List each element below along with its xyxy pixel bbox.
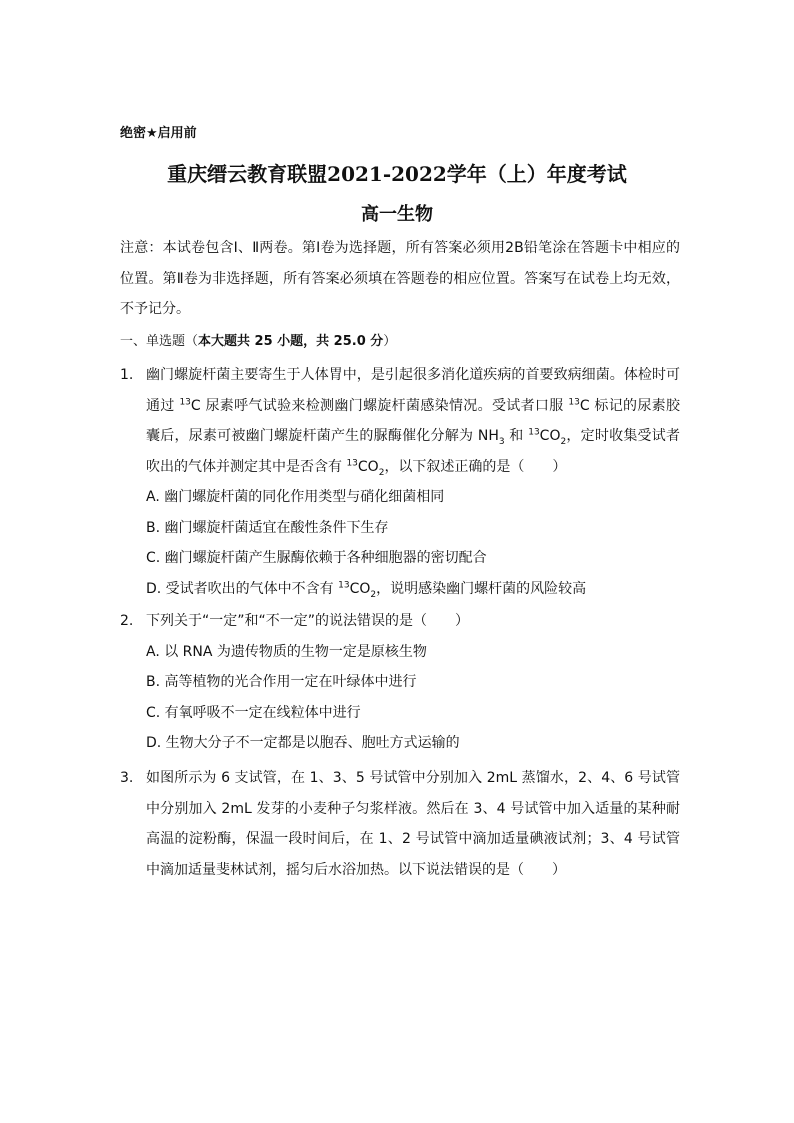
question-2 xyxy=(120,606,680,759)
option-text: ，说明感染幽门螺杆菌的风险较高 xyxy=(376,580,587,597)
subject-title: 高一生物 xyxy=(361,204,433,225)
option-c: C. 幽门螺旋杆菌产生脲酶依赖于各种细胞器的密切配合 xyxy=(146,550,487,566)
option-b: B. 高等植物的光合作用一定在叶绿体中进行 xyxy=(146,674,417,690)
option-a: A. 以 RNA 为遗传物质的生物一定是原核生物 xyxy=(146,643,427,660)
question-stem: 下列关于“一定”和“不一定”的说法错误的是（ ） xyxy=(146,613,470,629)
question-number: 3. xyxy=(120,770,134,786)
subscript: 3 xyxy=(498,436,505,447)
stem-text: CO xyxy=(357,458,379,475)
question-3 xyxy=(120,763,680,885)
option-d xyxy=(146,574,680,605)
exam-title: 重庆缙云教育联盟2021-2022学年（上）年度考试 xyxy=(167,162,627,186)
question-number: 2. xyxy=(120,613,134,629)
stem-text: C 标记的尿素胶囊后，尿素可被幽门螺旋杆菌产生的脲酶催化分解为 NH xyxy=(146,397,680,444)
isotope-mark: 13 xyxy=(338,579,350,590)
question-1 xyxy=(120,360,680,604)
option-c: C. 有氧呼吸不一定在线粒体中进行 xyxy=(146,704,361,721)
option-text: D. 受试者吹出的气体中不含有 xyxy=(146,580,339,597)
subscript: 2 xyxy=(560,436,567,447)
stem-text: C 尿素呼气试验来检测幽门螺旋杆菌感染情况。受试者口服 xyxy=(190,397,569,414)
stem-text: CO xyxy=(539,428,561,444)
option-a: A. 幽门螺旋杆菌的同化作用类型与硝化细菌相同 xyxy=(146,489,445,505)
subscript: 2 xyxy=(370,589,377,600)
question-stem xyxy=(146,360,680,482)
option-text: CO xyxy=(349,580,371,597)
section-suffix: ） xyxy=(383,334,397,349)
option-d: D. 生物大分子不一定都是以胞吞、胞吐方式运输的 xyxy=(146,735,460,751)
option-b: B. 幽门螺旋杆菌适宜在酸性条件下生存 xyxy=(146,519,389,536)
stem-text: 幽门螺旋杆菌主要寄生于人体胃中，是引起很多消化道疾病的首要致病细菌。体检时可通过 xyxy=(146,367,680,414)
section-prefix: 一、单选题（ xyxy=(120,334,199,349)
question-stem: 如图所示为 6 支试管，在 1、3、5 号试管中分别加入 2mL 蒸馏水，2、4、6 号试管中分别加入 2mL 发芽的小麦种子匀浆样液。然后在 3、4 号试管中加入适量的某种耐高温的淀粉酶，保温一段时间后，在 1、2 号试管中滴加适量碘液试剂；3、4 号试管中滴加适量斐林试剂，摇匀后水浴加热。以下说法错误的是（ ） xyxy=(146,770,680,878)
isotope-mark: 13 xyxy=(179,396,191,407)
exam-notice: 注意：本试卷包含Ⅰ、Ⅱ两卷。第Ⅰ卷为选择题，所有答案必须用2B铅笔涂在答题卡中相应的位置。第Ⅱ卷为非选择题，所有答案必须填在答题卷的相应位置。答案写在试卷上均无效，不予记分。 xyxy=(120,240,680,317)
isotope-mark: 13 xyxy=(346,457,358,468)
stem-text: 和 xyxy=(504,428,529,444)
subscript: 2 xyxy=(378,467,385,478)
section-heading xyxy=(120,330,396,349)
isotope-mark: 13 xyxy=(568,396,580,407)
question-number: 1. xyxy=(120,367,134,383)
secret-mark: 绝密★启用前 xyxy=(120,126,197,141)
stem-text: ，定时收集受试者吹出的气体并测定其中是否含有 xyxy=(146,428,681,475)
isotope-mark: 13 xyxy=(528,427,540,438)
stem-text: ，以下叙述正确的是（ ） xyxy=(384,458,567,475)
section-detail: 本大题共 25 小题，共 25.0 分 xyxy=(198,334,384,349)
